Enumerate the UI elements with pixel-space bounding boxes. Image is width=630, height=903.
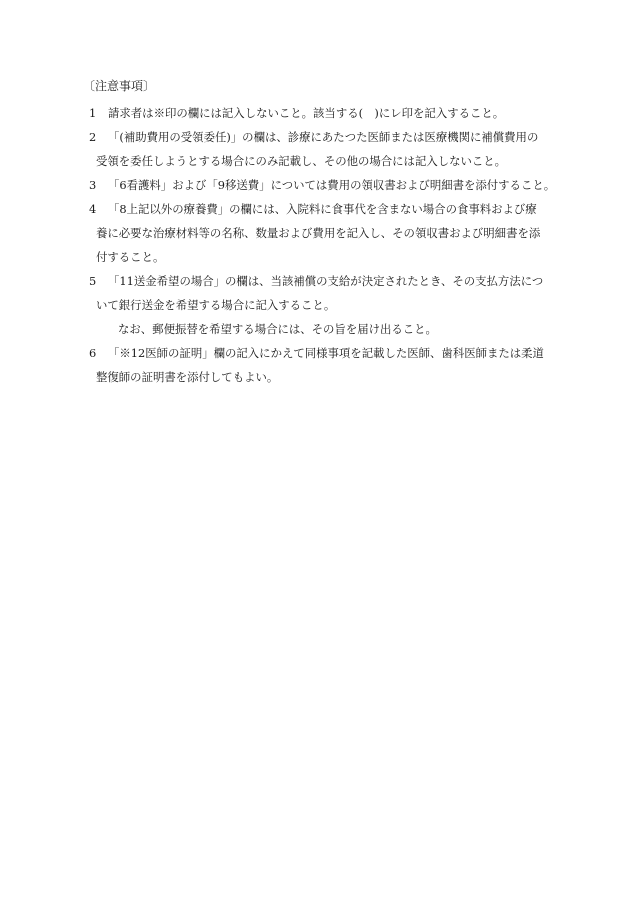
note-line: 「8上記以外の療養費」の欄には、入院料に食事代を含まない場合の食事料および療 bbox=[108, 202, 537, 216]
note-text bbox=[108, 101, 556, 125]
note-line: 「※12医師の証明」欄の記入にかえて同様事項を記載した医師、歯科医師または柔道 bbox=[108, 346, 544, 360]
note-text bbox=[96, 125, 556, 173]
note-item-1 bbox=[86, 101, 556, 125]
note-number: 6 bbox=[89, 346, 97, 360]
note-text bbox=[108, 173, 556, 197]
notes-heading: 〔注意事項〕 bbox=[83, 79, 156, 93]
note-number: 5 bbox=[89, 274, 97, 288]
note-line: 整復師の証明書を添付してもよい。 bbox=[96, 370, 279, 384]
note-line: 「11送金希望の場合」の欄は、当該補償の支給が決定されたとき、その支払方法につ bbox=[108, 274, 544, 288]
note-number: 1 bbox=[89, 106, 97, 120]
note-line: 「6看護料」および「9移送費」については費用の領収書および明細書を添付すること。 bbox=[108, 178, 556, 192]
note-number: 2 bbox=[89, 130, 97, 144]
note-item-6 bbox=[86, 341, 556, 389]
note-item-5 bbox=[86, 269, 556, 341]
note-line: 受領を委任しようとする場合にのみ記載し、その他の場合には記入しないこと。 bbox=[96, 154, 507, 168]
note-text bbox=[96, 197, 556, 269]
note-line: 付すること。 bbox=[96, 250, 165, 264]
note-text bbox=[96, 341, 556, 389]
note-item-4 bbox=[86, 197, 556, 269]
note-line: 養に必要な治療材料等の名称、数量および費用を記入し、その領収書および明細書を添 bbox=[96, 226, 541, 240]
notes-list bbox=[86, 101, 556, 389]
note-item-2 bbox=[86, 125, 556, 173]
note-number: 4 bbox=[89, 202, 97, 216]
note-text bbox=[96, 269, 556, 341]
note-number: 3 bbox=[89, 178, 97, 192]
note-line: 請求者は※印の欄には記入しないこと。該当する( )にレ印を記入すること。 bbox=[108, 106, 505, 120]
note-item-3 bbox=[86, 173, 556, 197]
note-sub-paragraph: なお、郵便振替を希望する場合には、その旨を届け出ること。 bbox=[118, 322, 437, 336]
note-line: 「(補助費用の受領委任)」の欄は、診療にあたつた医師または医療機関に補償費用の bbox=[108, 130, 539, 144]
note-line: いて銀行送金を希望する場合に記入すること。 bbox=[96, 298, 336, 312]
